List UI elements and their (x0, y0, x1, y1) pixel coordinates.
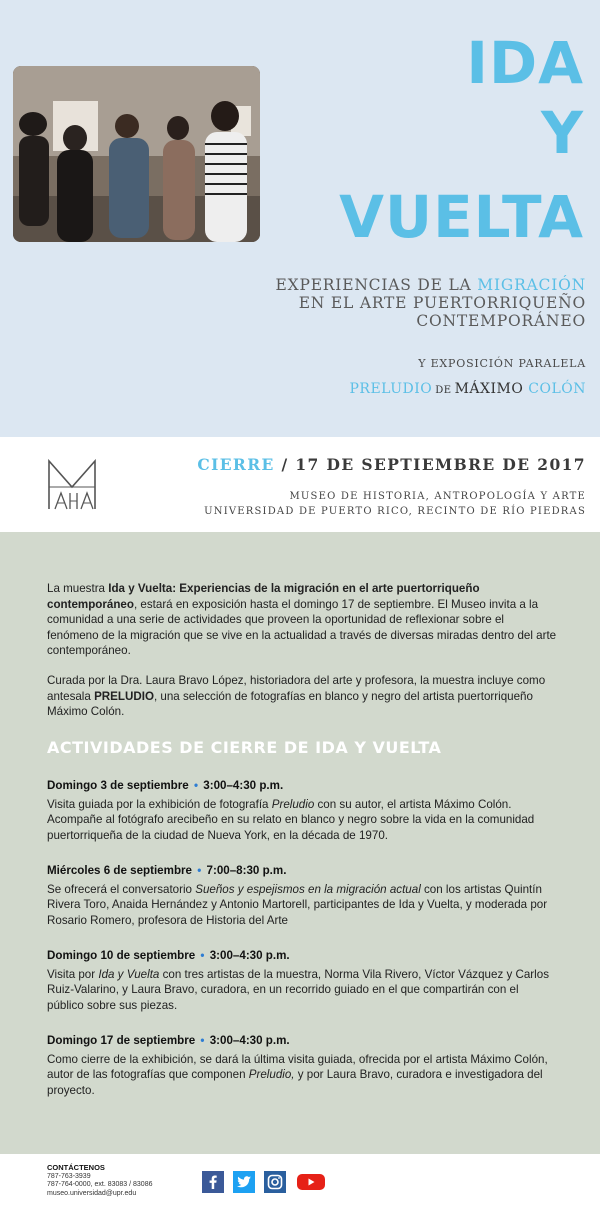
contact-phone-1[interactable]: 787-763-3939 (47, 1172, 91, 1180)
event-time: 7:00–8:30 p.m. (206, 864, 287, 877)
preludio-line (349, 381, 586, 397)
preludio-de: DE (435, 385, 452, 396)
preludio-word: PRELUDIO (349, 381, 433, 397)
event-date: Domingo 3 de septiembre (47, 779, 189, 792)
museum-name (204, 489, 586, 519)
curator-text-a: Curada por la Dra. Laura Bravo López, historiadora del arte y profesora, la muestra incluye como antesala (47, 674, 546, 703)
intro-text-bold: Ida y Vuelta: Experiencias de la migración en el arte puertorriqueño contemporáneo (47, 582, 480, 611)
event-desc-italic: Sueños y espejismos en la migración actual (195, 882, 421, 896)
event-description (47, 1052, 557, 1099)
event-desc-italic: Preludio (271, 797, 315, 811)
curator-text-bold: PRELUDIO (94, 689, 154, 703)
contact-title: CONTÁCTENOS (47, 1163, 105, 1172)
facebook-icon[interactable] (202, 1171, 224, 1193)
event-item (47, 1033, 557, 1098)
cierre-date: / 17 DE SEPTIEMBRE DE 2017 (274, 455, 586, 474)
youtube-icon[interactable] (296, 1171, 326, 1193)
museum-band (0, 437, 600, 532)
preludio-artist-last: COLÓN (528, 381, 586, 397)
bullet-icon: • (200, 949, 205, 962)
museum-name-line1: MUSEO DE HISTORIA, ANTROPOLOGÍA Y ARTE (289, 491, 586, 502)
preludio-artist-first: MÁXIMO (454, 381, 524, 397)
event-desc-a: Se ofrecerá el conversatorio (47, 882, 196, 896)
gallery-photo-illustration (13, 66, 260, 242)
bullet-icon: • (200, 1034, 205, 1047)
event-description (47, 882, 557, 929)
header (0, 0, 600, 437)
intro-paragraph (47, 581, 557, 659)
event-desc-italic: Ida y Vuelta (98, 967, 160, 981)
closing-date (197, 455, 586, 474)
event-date: Miércoles 6 de septiembre (47, 864, 192, 877)
event-header (47, 778, 557, 794)
footer (0, 1154, 600, 1224)
event-desc-c: con los artistas Quintín Rivera Toro, Anaida Hernández y Antonio Martorell, participantes de Ida y Vuelta, y moderada por Rosario Romero, profesora de Historia del Arte (47, 882, 548, 927)
contact-email[interactable]: museo.universidad@upr.edu (47, 1189, 137, 1197)
subtitle-line2: EN EL ARTE PUERTORRIQUEÑO (298, 294, 586, 312)
event-time: 3:00–4:30 p.m. (203, 779, 284, 792)
event-item (47, 948, 557, 1013)
intro-text-c: , estará en exposición hasta el domingo 17 de septiembre. El Museo invita a la comunidad a una serie de actividades que proveen la oportunidad de reflexionar sobre el fenómeno de la migración que se vive en la actualidad a través de diversas miradas dentro del arte contemporáneo. (47, 597, 557, 658)
event-date: Domingo 17 de septiembre (47, 1034, 196, 1047)
event-desc-italic: Preludio, (248, 1068, 295, 1082)
curator-text-c: , una selección de fotografías en blanco y negro del artista puertorriqueño Máximo Colón. (47, 689, 533, 719)
title-line-vuelta: VUELTA (339, 183, 584, 251)
gallery-photo (13, 66, 260, 242)
event-description (47, 797, 557, 844)
event-time: 3:00–4:30 p.m. (209, 1034, 290, 1047)
bullet-icon: • (197, 864, 202, 877)
museum-name-line2: UNIVERSIDAD DE PUERTO RICO, RECINTO DE RÍO PIEDRAS (204, 506, 586, 517)
activities-heading: ACTIVIDADES DE CIERRE DE IDA Y VUELTA (47, 738, 442, 757)
event-header (47, 1033, 557, 1049)
event-time: 3:00–4:30 p.m. (209, 949, 290, 962)
instagram-icon[interactable] (264, 1171, 286, 1193)
subtitle-line3: CONTEMPORÁNEO (416, 312, 586, 330)
contact-block (47, 1164, 152, 1198)
event-desc-c: con tres artistas de la muestra, Norma Vila Rivero, Víctor Vázquez y Carlos Ruiz-Valarino, y Laura Bravo, curadora, en un recorrido guiado en el que compartirán con el público sobre sus piezas. (47, 967, 549, 1012)
event-date: Domingo 10 de septiembre (47, 949, 196, 962)
contact-phone-2[interactable]: 787-764-0000, ext. 83083 / 83086 (47, 1181, 153, 1189)
event-desc-a: Como cierre de la exhibición, se dará la última visita guiada, ofrecida por el artista Máximo Colón, autor de las fotografías que componen (47, 1052, 548, 1082)
subtitle-highlight: MIGRACIÓN (477, 276, 586, 294)
event-item (47, 863, 557, 928)
curator-paragraph (47, 673, 557, 720)
title-line-ida: IDA (466, 29, 584, 97)
intro-text-a: La muestra (47, 582, 109, 595)
event-description (47, 967, 557, 1014)
maha-logo-icon (46, 459, 98, 511)
parallel-exhibition-label: Y EXPOSICIÓN PARALELA (418, 357, 586, 370)
cierre-label: CIERRE (197, 455, 275, 474)
content-section (0, 532, 600, 1154)
event-header (47, 863, 557, 879)
event-desc-c: y por Laura Bravo, curadora e investigadora del proyecto. (47, 1068, 543, 1097)
event-item (47, 778, 557, 843)
title-line-y: Y (541, 99, 584, 167)
twitter-icon[interactable] (233, 1171, 255, 1193)
event-header (47, 948, 557, 964)
event-desc-a: Visita por (47, 967, 99, 981)
event-desc-c: con su autor, el artista Máximo Colón. Acompañe al fotógrafo arecibeño en su relato en blanco y negro sobre la vida en la comunidad puertorriqueña de la ciudad de Nueva York, en la década de 1970. (47, 797, 535, 842)
subtitle-line1-prefix: EXPERIENCIAS DE LA (275, 276, 478, 294)
event-desc-a: Visita guiada por la exhibición de fotografía (47, 797, 272, 811)
bullet-icon: • (193, 779, 199, 792)
exhibition-subtitle (276, 276, 586, 330)
